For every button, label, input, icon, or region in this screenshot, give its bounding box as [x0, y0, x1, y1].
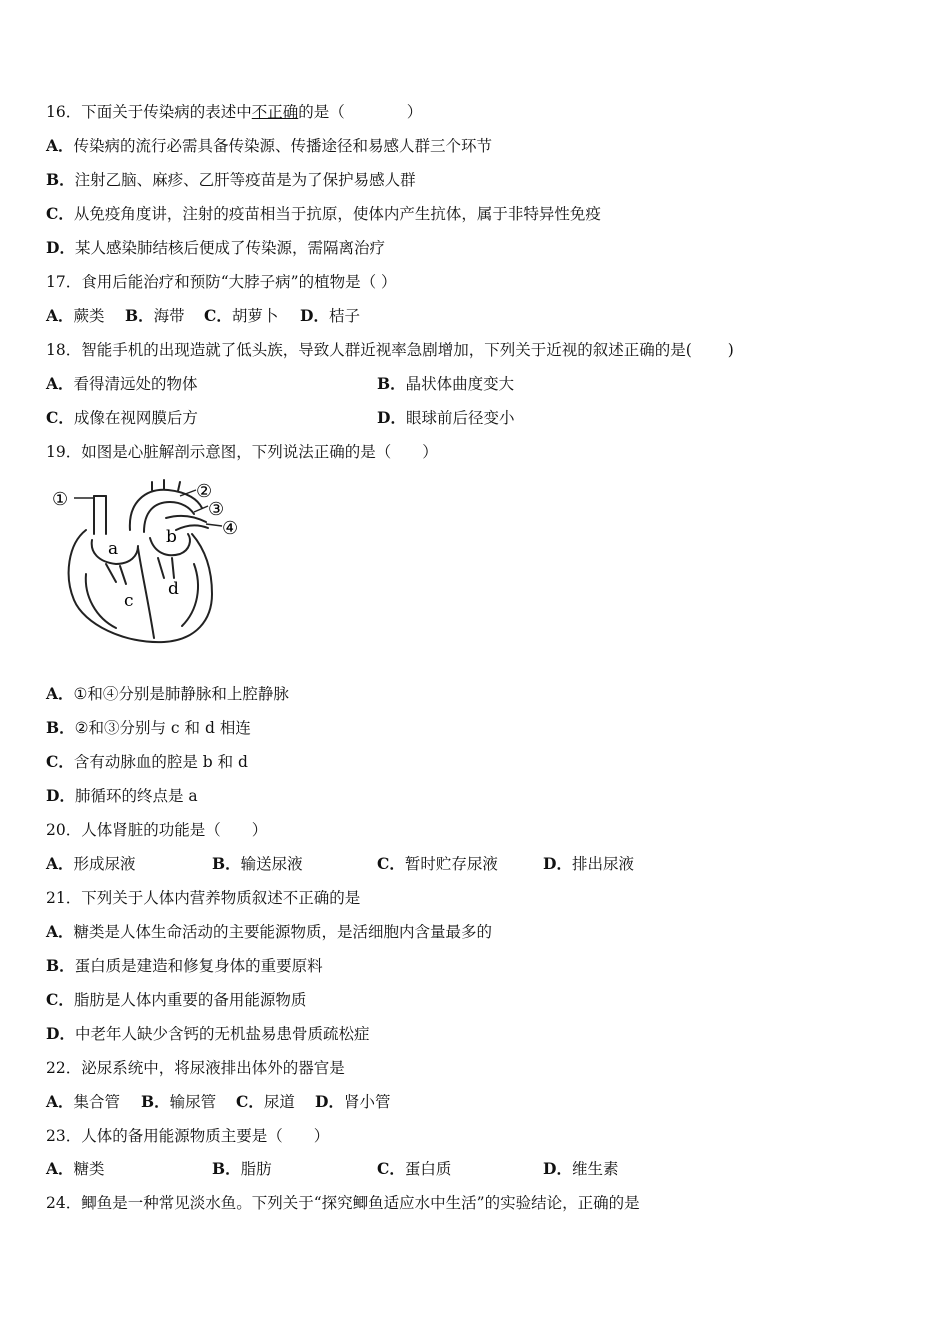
q17-stem: 17．食用后能治疗和预防“大脖子病”的植物是（ ）	[46, 273, 397, 291]
q16-underlined-word: 不正确	[251, 103, 299, 121]
q23-option-d: D．维生素	[543, 1159, 619, 1178]
q17-option-a: A．蕨类	[46, 306, 105, 325]
heart-diagram	[46, 478, 256, 648]
q17-option-d: D．桔子	[300, 306, 360, 325]
q22-stem: 22．泌尿系统中，将尿液排出体外的器官是	[46, 1059, 345, 1077]
q22-option-d: D．肾小管	[315, 1092, 391, 1111]
q21-stem: 21．下列关于人体内营养物质叙述不正确的是	[46, 889, 361, 907]
q16-option-c: C．从免疫角度讲，注射的疫苗相当于抗原，使体内产生抗体，属于非特异性免疫	[46, 204, 601, 223]
q19-option-d: D．肺循环的终点是 a	[46, 786, 198, 805]
q21-option-c: C．脂肪是人体内重要的备用能源物质	[46, 990, 307, 1009]
q19-option-c: C．含有动脉血的腔是 b 和 d	[46, 752, 248, 771]
q19-option-b: B．②和③分别与 c 和 d 相连	[46, 718, 251, 737]
q16-stem: 16．下面关于传染病的表述中不正确的是（ ）	[46, 103, 423, 121]
label-4: ④	[222, 518, 239, 539]
q21-option-d: D．中老年人缺少含钙的无机盐易患骨质疏松症	[46, 1024, 370, 1043]
q16-option-d: D．某人感染肺结核后便成了传染源，需隔离治疗	[46, 238, 385, 257]
label-d: d	[168, 579, 179, 599]
q16-option-b: B．注射乙脑、麻疹、乙肝等疫苗是为了保护易感人群	[46, 170, 416, 189]
heart-anatomy-figure	[46, 478, 256, 652]
q21-option-b: B．蛋白质是建造和修复身体的重要原料	[46, 956, 323, 975]
label-2: ②	[196, 481, 213, 502]
q22-option-b: B．输尿管	[141, 1092, 217, 1111]
q17-option-c: C．胡萝卜	[204, 306, 279, 325]
label-3: ③	[208, 499, 225, 520]
q20-stem: 20．人体肾脏的功能是（ ）	[46, 821, 268, 839]
label-1: ①	[52, 489, 69, 510]
label-b: b	[166, 527, 177, 547]
q19-option-a: A．①和④分别是肺静脉和上腔静脉	[46, 684, 289, 703]
q16-option-a: A．传染病的流行必需具备传染源、传播途径和易感人群三个环节	[46, 136, 493, 155]
q24-stem: 24．鲫鱼是一种常见淡水鱼。下列关于“探究鲫鱼适应水中生活”的实验结论，正确的是	[46, 1194, 640, 1212]
q17-option-b: B．海带	[125, 306, 185, 325]
q20-option-d: D．排出尿液	[543, 854, 634, 873]
q21-option-a: A．糖类是人体生命活动的主要能源物质，是活细胞内含量最多的	[46, 922, 493, 941]
q18-stem: 18．智能手机的出现造就了低头族，导致人群近视率急剧增加，下列关于近视的叙述正确的是( )	[46, 341, 734, 359]
q18-option-d: D．眼球前后径变小	[377, 408, 515, 427]
label-a: a	[108, 539, 119, 559]
q23-option-a: A．糖类	[46, 1159, 105, 1178]
q23-stem: 23．人体的备用能源物质主要是（ ）	[46, 1127, 330, 1145]
q18-option-c: C．成像在视网膜后方	[46, 408, 198, 427]
q20-option-b: B．输送尿液	[212, 854, 303, 873]
q23-option-b: B．脂肪	[212, 1159, 272, 1178]
q18-option-a: A．看得清远处的物体	[46, 374, 198, 393]
label-c: c	[124, 591, 134, 611]
q18-option-b: B．晶状体曲度变大	[377, 374, 515, 393]
q19-stem: 19．如图是心脏解剖示意图，下列说法正确的是（ ）	[46, 443, 438, 461]
q22-option-c: C．尿道	[236, 1092, 295, 1111]
q20-option-c: C．暂时贮存尿液	[377, 854, 498, 873]
q23-option-c: C．蛋白质	[377, 1159, 452, 1178]
q22-option-a: A．集合管	[46, 1092, 121, 1111]
q20-option-a: A．形成尿液	[46, 854, 136, 873]
